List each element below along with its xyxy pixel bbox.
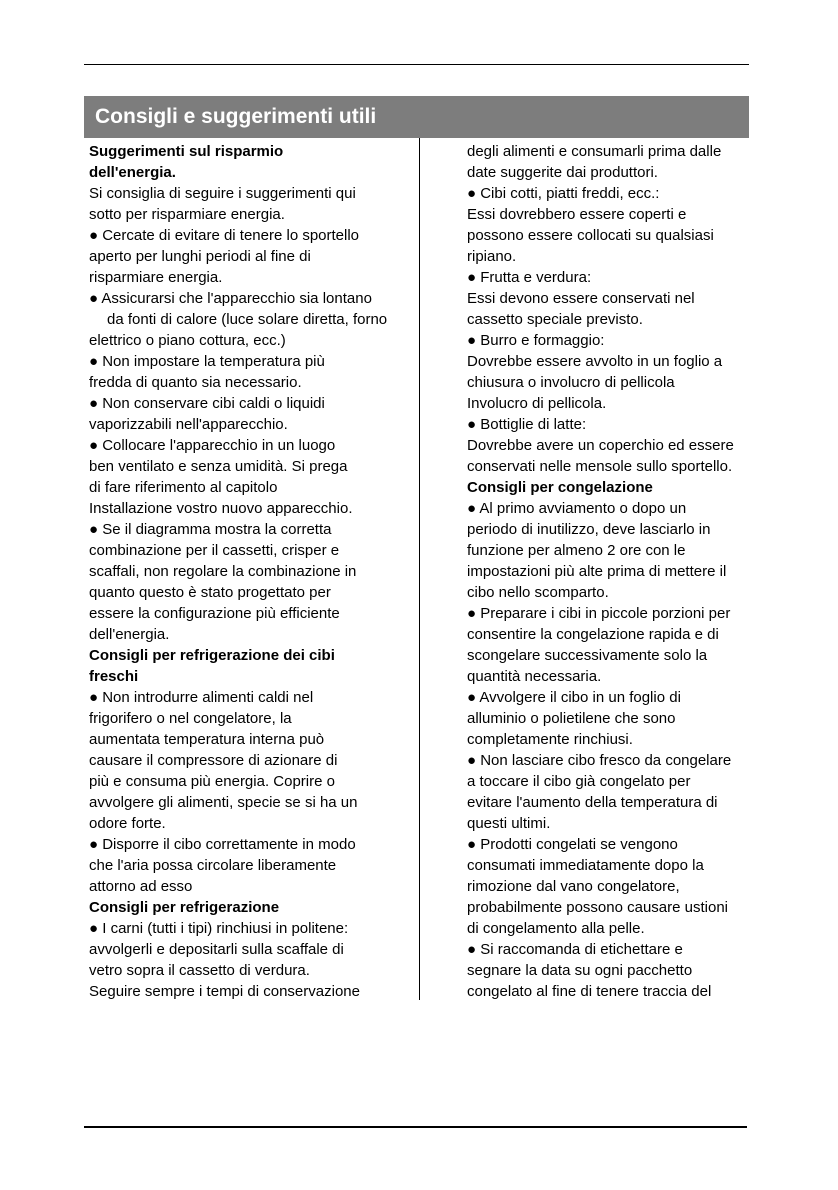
text-line: impostazioni più alte prima di mettere il (467, 563, 727, 580)
top-rule (84, 64, 749, 65)
text-line: funzione per almeno 2 ore con le (467, 542, 686, 559)
text-line: consumati immediatamente dopo la (467, 857, 704, 874)
subheading-line: Consigli per refrigerazione dei cibi (89, 647, 335, 664)
text-line: Dovrebbe essere avvolto in un foglio a (467, 353, 723, 370)
text-line: possono essere collocati su qualsiasi (467, 227, 714, 244)
text-line: probabilmente possono causare ustioni (467, 899, 728, 916)
text-line: risparmiare energia. (89, 269, 223, 286)
text-line: causare il compressore di azionare di (89, 752, 338, 769)
left-column (89, 141, 415, 1002)
text-line: ● Cibi cotti, piatti freddi, ecc.: (467, 185, 660, 202)
text-line: ● Burro e formaggio: (467, 332, 605, 349)
text-line: scongelare successivamente solo la (467, 647, 708, 664)
text-line: periodo di inutilizzo, deve lasciarlo in (467, 521, 711, 538)
text-line: sotto per risparmiare energia. (89, 206, 285, 223)
text-line: ● Non lasciare cibo fresco da congelare (467, 752, 732, 769)
text-line: fredda di quanto sia necessario. (89, 374, 302, 391)
text-line: evitare l'aumento della temperatura di (467, 794, 718, 811)
text-line: congelato al fine di tenere traccia del (467, 983, 712, 1000)
text-line: ben ventilato e senza umidità. Si prega (89, 458, 348, 475)
text-line: ● Bottiglie di latte: (467, 416, 587, 433)
text-line: ● Prodotti congelati se vengono (467, 836, 678, 853)
text-line: odore forte. (89, 815, 166, 832)
text-line: quantità necessaria. (467, 668, 602, 685)
text-line: di fare riferimento al capitolo (89, 479, 278, 496)
text-line: vaporizzabili nell'apparecchio. (89, 416, 288, 433)
text-line: combinazione per il cassetti, crisper e (89, 542, 340, 559)
text-line: cassetto speciale previsto. (467, 311, 643, 328)
text-line: ● Se il diagramma mostra la corretta (89, 521, 332, 538)
text-line: ● Collocare l'apparecchio in un luogo (89, 437, 336, 454)
text-line: completamente rinchiusi. (467, 731, 633, 748)
text-line: conservati nelle mensole sullo sportello. (467, 458, 733, 475)
text-line: scaffali, non regolare la combinazione in (89, 563, 357, 580)
text-line: chiusura o involucro di pellicola (467, 374, 675, 391)
text-line: da fonti di calore (luce solare diretta, forno (107, 311, 388, 328)
text-line: elettrico o piano cottura, ecc.) (89, 332, 286, 349)
text-line: ● Cercate di evitare di tenere lo sportello (89, 227, 360, 244)
text-line: Dovrebbe avere un coperchio ed essere (467, 437, 734, 454)
text-line: aperto per lunghi periodi al fine di (89, 248, 311, 265)
text-line: date suggerite dai produttori. (467, 164, 658, 181)
text-line: ● Non impostare la temperatura più (89, 353, 325, 370)
text-line: ● Al primo avviamento o dopo un (467, 500, 687, 517)
right-column (467, 141, 751, 1002)
text-line: ripiano. (467, 248, 517, 265)
section-title: Consigli e suggerimenti utili (84, 96, 749, 138)
text-line: avvolgerli e depositarli sulla scaffale di (89, 941, 344, 958)
text-line: ● Non conservare cibi caldi o liquidi (89, 395, 325, 412)
text-line: ● Disporre il cibo correttamente in modo (89, 836, 356, 853)
text-line: frigorifero o nel congelatore, la (89, 710, 292, 727)
text-line: più e consuma più energia. Coprire o (89, 773, 335, 790)
text-line: Installazione vostro nuovo apparecchio. (89, 500, 353, 517)
text-line: vetro sopra il cassetto di verdura. (89, 962, 310, 979)
text-line: cibo nello scomparto. (467, 584, 609, 601)
subheading-line: dell'energia. (89, 164, 176, 181)
text-line: aumentata temperatura interna può (89, 731, 325, 748)
text-line: ● Avvolgere il cibo in un foglio di (467, 689, 681, 706)
text-line: Essi dovrebbero essere coperti e (467, 206, 687, 223)
text-line: ● I carni (tutti i tipi) rinchiusi in politene: (89, 920, 349, 937)
text-line: di congelamento alla pelle. (467, 920, 645, 937)
text-line: ● Frutta e verdura: (467, 269, 592, 286)
text-line: consentire la congelazione rapida e di (467, 626, 719, 643)
text-line: attorno ad esso (89, 878, 193, 895)
text-line: Involucro di pellicola. (467, 395, 607, 412)
subheading-line: Consigli per refrigerazione (89, 899, 280, 916)
text-line: Si consiglia di seguire i suggerimenti qui (89, 185, 356, 202)
subheading-line: Consigli per congelazione (467, 479, 653, 496)
subheading-line: freschi (89, 668, 139, 685)
text-line: ● Si raccomanda di etichettare e (467, 941, 683, 958)
text-line: quanto questo è stato progettato per (89, 584, 331, 601)
text-line: segnare la data su ogni pacchetto (467, 962, 693, 979)
text-line: ● Non introdurre alimenti caldi nel (89, 689, 314, 706)
text-line: dell'energia. (89, 626, 170, 643)
text-line: questi ultimi. (467, 815, 551, 832)
text-line: rimozione dal vano congelatore, (467, 878, 680, 895)
text-line: che l'aria possa circolare liberamente (89, 857, 337, 874)
text-line: ● Preparare i cibi in piccole porzioni per (467, 605, 731, 622)
bottom-rule (84, 1126, 747, 1128)
text-line: alluminio o polietilene che sono (467, 710, 676, 727)
text-line: Seguire sempre i tempi di conservazione (89, 983, 360, 1000)
text-line: avvolgere gli alimenti, specie se si ha un (89, 794, 358, 811)
subheading-line: Suggerimenti sul risparmio (89, 143, 284, 160)
text-line: essere la configurazione più efficiente (89, 605, 340, 622)
column-divider (419, 138, 420, 1000)
text-line: degli alimenti e consumarli prima dalle (467, 143, 722, 160)
text-line: ● Assicurarsi che l'apparecchio sia lontano (89, 290, 372, 307)
text-line: Essi devono essere conservati nel (467, 290, 695, 307)
text-line: a toccare il cibo già congelato per (467, 773, 691, 790)
